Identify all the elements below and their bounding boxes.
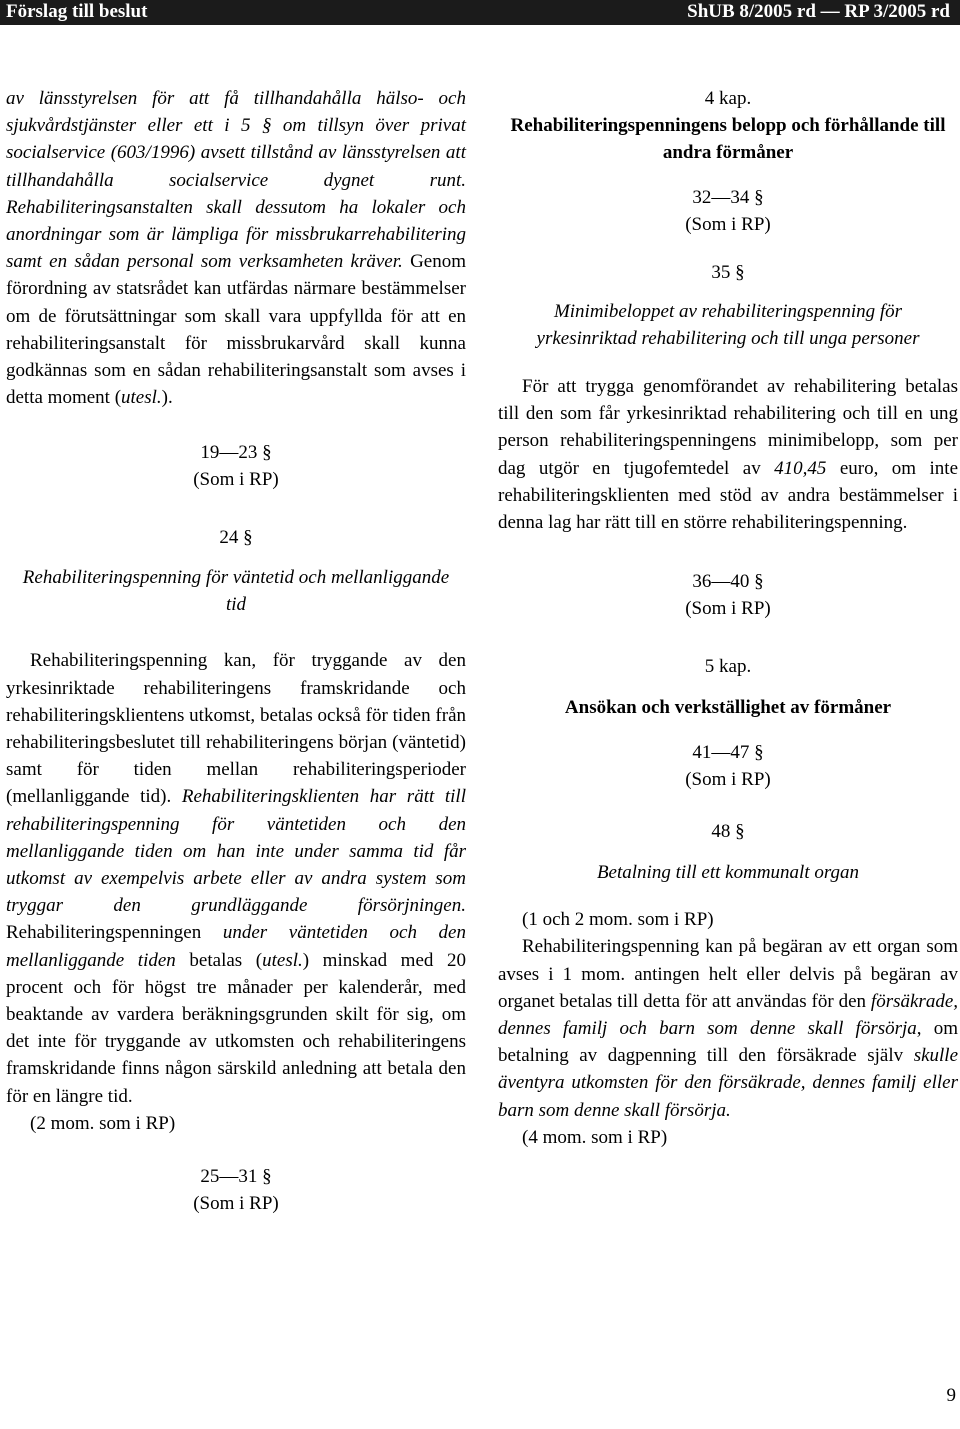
section-36-40: 36—40 § bbox=[692, 571, 764, 593]
r-p1-text-a: För att trygga genomförandet av rehabilitering betalas till den som får yrkesinriktad rehabilitering och till en ung person rehabiliteringspenningens minimibelopp, som per dag utgör en tjugofemtedel av bbox=[498, 376, 958, 479]
section-24-title: Rehabiliteringspenning för väntetid och mellanliggande tid bbox=[22, 567, 450, 616]
section-41-47-note: (Som i RP) bbox=[685, 769, 771, 791]
p2-text-e: betalas ( bbox=[189, 949, 263, 971]
p2-text-a: Rehabiliteringspenning kan, för tryggande av den yrkesinriktade rehabiliteringens framskridande och rehabiliteringsklientens utkomst, betalas också för tiden från rehabiliteringsbeslutet till rehabiliteringens början (väntetid) samt för tiden mellan rehabiliteringsperioder (mellanliggande tid). bbox=[6, 650, 466, 808]
chapter-5-title: Ansökan och verkställighet av förmåner bbox=[564, 697, 892, 719]
r-p1-text-b: euro, om inte rehabiliteringsklienten med stöd av andra bestämmelser i denna lag har rätt till en större rehabiliteringspenning. bbox=[498, 457, 959, 534]
p2-text-d: under väntetiden och den mellanliggande tiden bbox=[6, 922, 466, 971]
section-25-31: 25—31 § bbox=[200, 1166, 272, 1188]
section-19-23: 19—23 § bbox=[200, 442, 272, 464]
left-paragraph-2 bbox=[6, 647, 466, 1109]
section-24: 24 § bbox=[219, 527, 253, 549]
p2-text-b: Rehabiliteringsklienten har rätt till rehabiliteringspenning för väntetiden och den mellanliggande tiden om han inte under samma tid får utkomst av exempelvis arbete eller av andra system som tryggar den grundläggande försörjningen. bbox=[6, 786, 466, 917]
right-mom-4: (4 mom. som i RP) bbox=[522, 1126, 668, 1148]
r-p2-text-a: Rehabiliteringspenning kan på begäran av ett organ som avses i 1 mom. antingen helt eller delvis på begäran av organet betalas till detta för att användas för den bbox=[498, 936, 958, 1012]
section-32-34: 32—34 § bbox=[692, 187, 764, 208]
section-48-title: Betalning till ett kommunalt organ bbox=[596, 862, 860, 884]
chapter-5: 5 kap. bbox=[704, 656, 752, 678]
section-41-47: 41—47 § bbox=[692, 742, 764, 764]
p2-text-g: ) minskad med 20 procent och för högst tre månader per kalenderår, med beaktande av vardera beräkningsgrunden skilt för sig, om det inte för tryggande av utkomsten och rehabiliteringens framskridande finns någon särskild anledning att betala den för en längre tid. bbox=[6, 949, 466, 1107]
amount-text: 410,45 bbox=[774, 457, 827, 479]
section-48: 48 § bbox=[711, 821, 745, 843]
r-p2-text-b: försäkrade, dennes familj och barn som denne skall försörja bbox=[498, 990, 958, 1040]
section-36-40-note: (Som i RP) bbox=[685, 598, 771, 620]
page-header bbox=[0, 0, 960, 25]
chapter-4: 4 kap. bbox=[704, 88, 752, 109]
r-p2-text-d: skulle äventyra utkomsten för den försäkrade, dennes familj eller barn som denne skall försörja. bbox=[498, 1045, 959, 1121]
left-mom-2: (2 mom. som i RP) bbox=[30, 1112, 176, 1134]
section-32-34-note: (Som i RP) bbox=[685, 214, 771, 235]
end-text: ). bbox=[161, 387, 173, 409]
r-p2-text-c: , om betalning av dagpenning till den försäkrade själv bbox=[498, 1018, 959, 1067]
left-paragraph-1 bbox=[6, 85, 466, 411]
right-column bbox=[498, 85, 958, 1151]
right-paragraph-2 bbox=[498, 933, 958, 1123]
utesl-text: utesl. bbox=[121, 387, 162, 409]
right-mom-1: (1 och 2 mom. som i RP) bbox=[522, 909, 714, 931]
italic-text: av länsstyrelsen för att få tillhandahålla hälso- och sjukvårdstjänster eller ett i 5 § om tillsyn över privat socialservice (603/1996) avsett tillstånd av länsstyrelsen att tillhandahålla socialservice dygnet runt. Rehabiliteringsanstalten skall dessutom ha lokaler och anordningar som är lämpliga för missbrukarrehabilitering samt en sådan personal som verksamheten kräver. bbox=[6, 88, 466, 273]
header-left: Förslag till beslut bbox=[6, 1, 148, 22]
page-number: 9 bbox=[946, 1385, 956, 1406]
right-paragraph-1 bbox=[498, 373, 958, 536]
normal-text: Genom förordning av statsrådet kan utfärdas närmare bestämmelser om de förutsättningar som skall vara uppfyllda för att en rehabiliteringsanstalt för missbrukarvård skall kunna godkännas som en sådan rehabiliteringsanstalt som avses i detta moment ( bbox=[6, 251, 466, 409]
section-25-31-note: (Som i RP) bbox=[193, 1193, 279, 1215]
p2-text-f: utesl. bbox=[262, 949, 303, 971]
left-column bbox=[6, 85, 466, 1217]
section-35: 35 § bbox=[711, 262, 745, 283]
chapter-4-title: Rehabiliteringspenningens belopp och förhållande till andra förmåner bbox=[510, 115, 946, 163]
section-19-23-note: (Som i RP) bbox=[193, 469, 279, 491]
p2-text-c: Rehabiliteringspenningen bbox=[6, 922, 202, 944]
header-right: ShUB 8/2005 rd — RP 3/2005 rd bbox=[687, 1, 950, 22]
section-35-title: Minimibeloppet av rehabiliteringspenning för yrkesinriktad rehabilitering och till unga personer bbox=[536, 301, 920, 349]
